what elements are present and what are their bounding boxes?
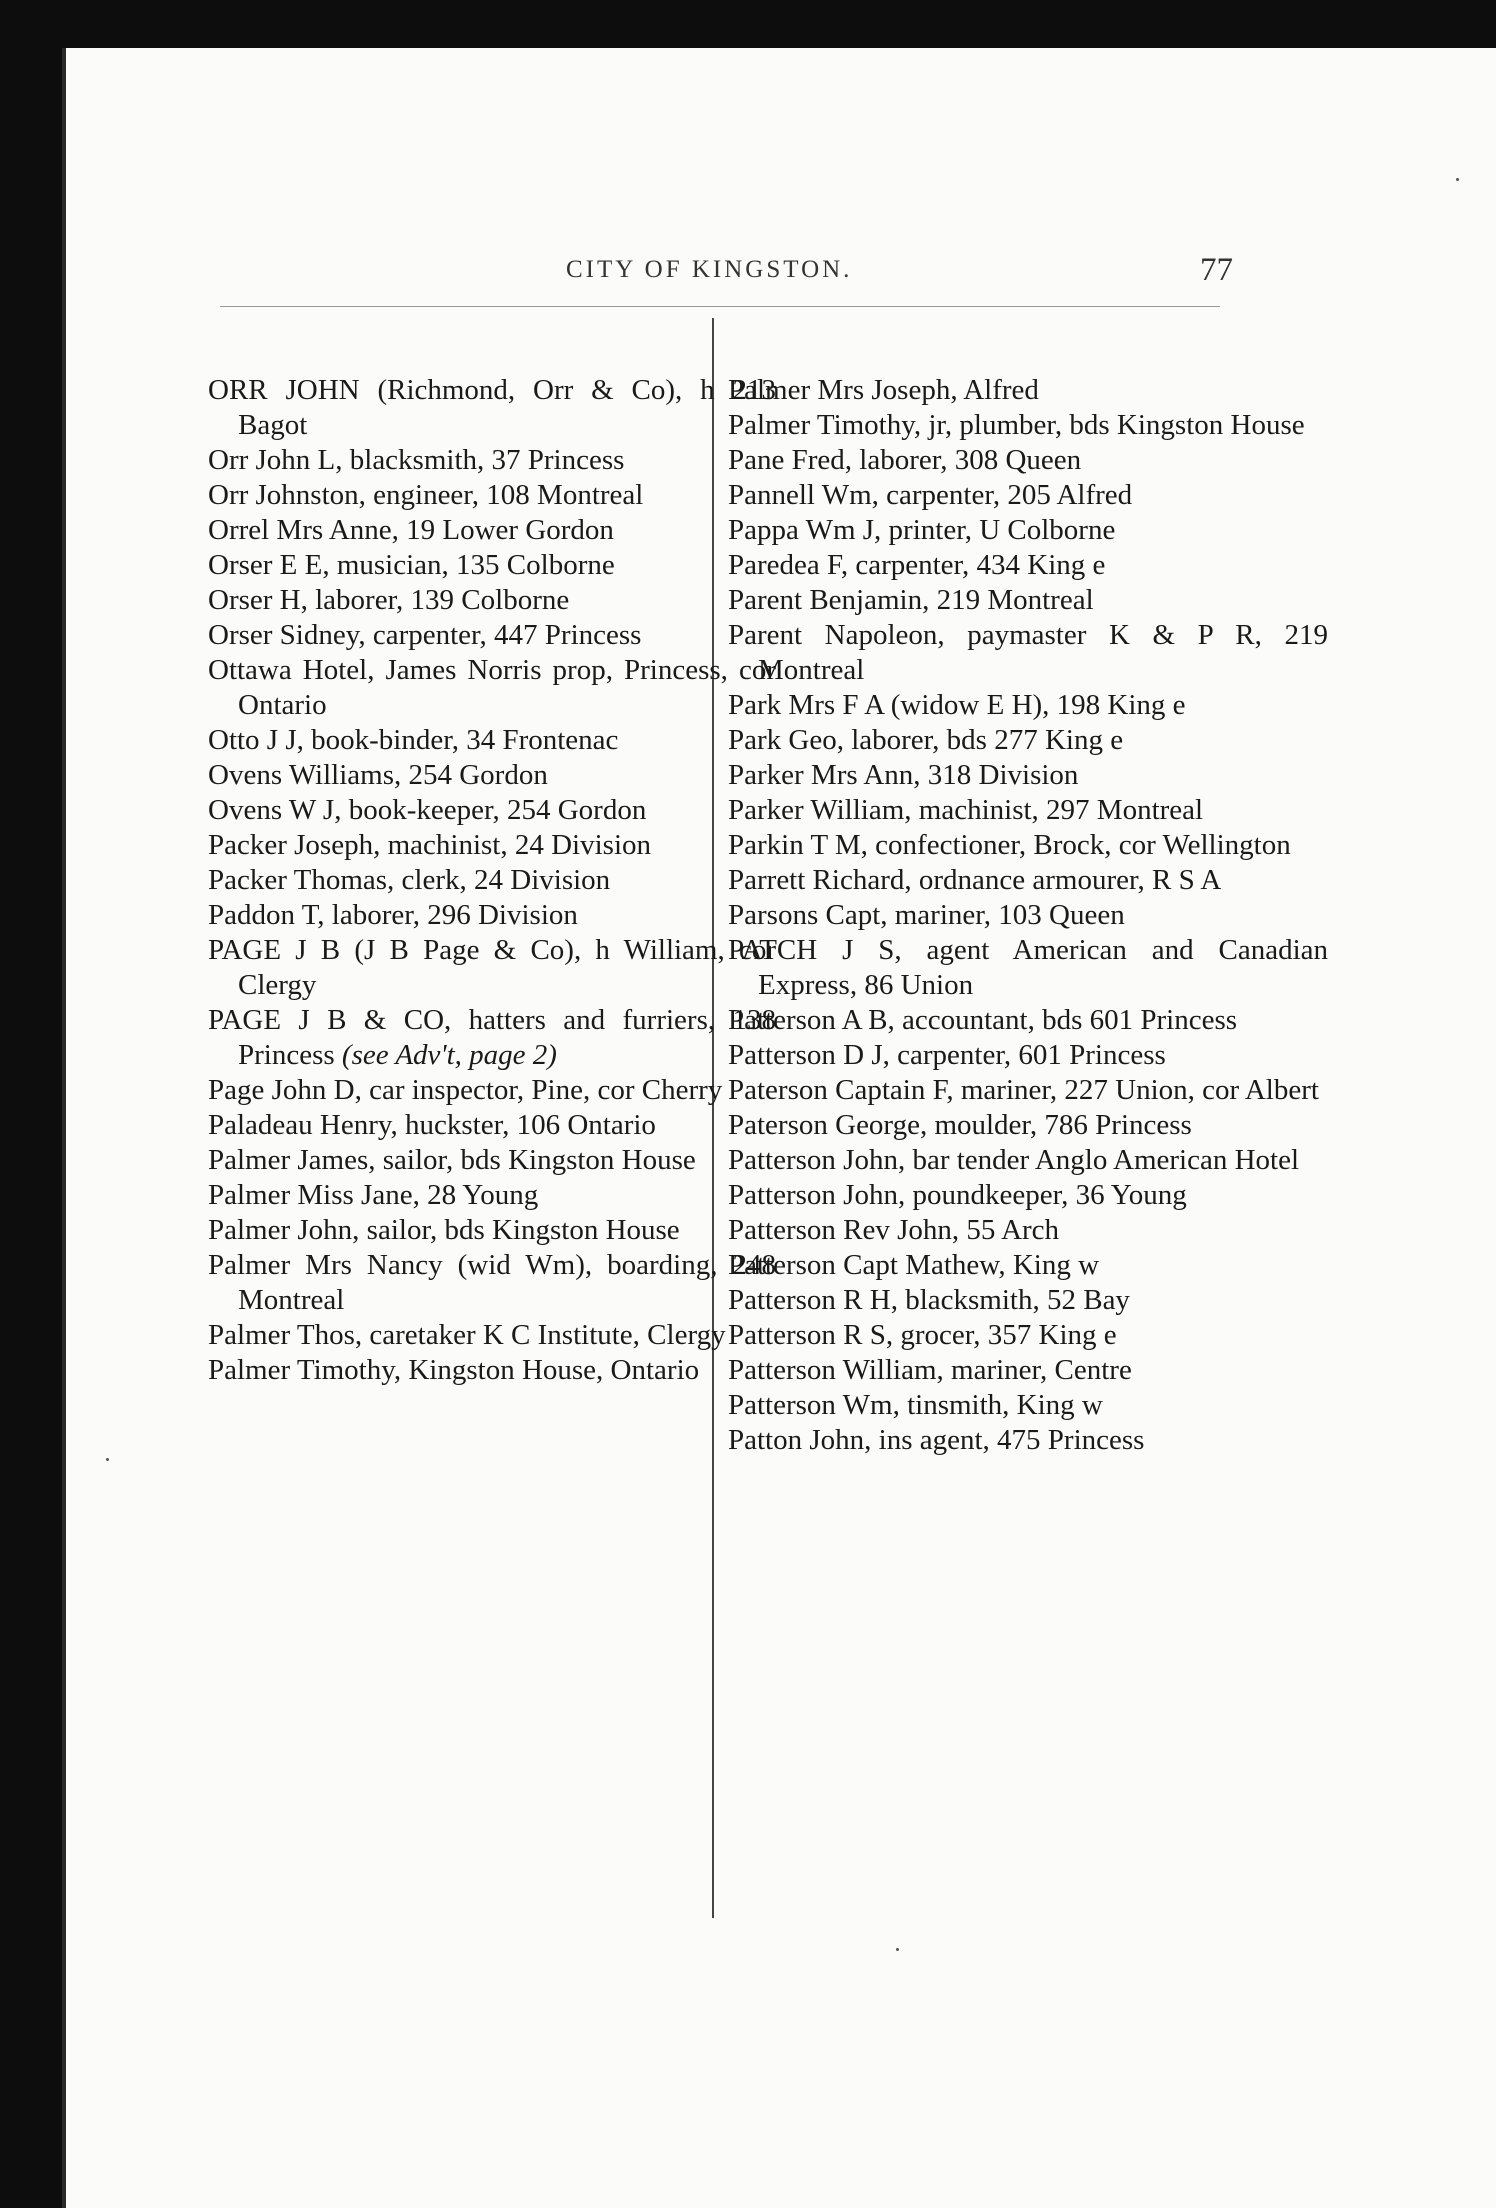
directory-entry xyxy=(208,443,776,478)
directory-entry xyxy=(208,1073,776,1108)
directory-entry xyxy=(728,443,1328,478)
directory-entry xyxy=(208,1003,776,1073)
entry-text: Pappa Wm J, printer, U Colborne xyxy=(728,514,1116,546)
directory-entry xyxy=(208,898,776,933)
entry-text: Packer Joseph, machinist, 24 Division xyxy=(208,829,652,861)
directory-entry xyxy=(728,1143,1328,1178)
directory-entry xyxy=(728,898,1328,933)
directory-entry xyxy=(208,548,776,583)
directory-page xyxy=(62,48,1496,2208)
speck xyxy=(896,1948,899,1951)
directory-entry xyxy=(208,583,776,618)
directory-entry xyxy=(728,408,1328,443)
directory-entry xyxy=(208,1318,776,1353)
running-title: CITY OF KINGSTON. xyxy=(566,256,853,283)
entry-text: Otto J J, book-binder, 34 Frontenac xyxy=(208,724,619,756)
entry-text: Paddon T, laborer, 296 Division xyxy=(208,899,578,931)
entry-text: Patterson Rev John, 55 Arch xyxy=(728,1214,1060,1246)
directory-entry xyxy=(728,1213,1328,1248)
entry-text: Paladeau Henry, huckster, 106 Ontario xyxy=(208,1109,656,1141)
directory-entry xyxy=(208,723,776,758)
left-column xyxy=(208,373,776,1388)
entry-text: Patterson William, mariner, Centre xyxy=(728,1354,1132,1386)
directory-entry xyxy=(208,933,776,1003)
entry-text: Parkin T M, confectioner, Brock, cor Wellington xyxy=(728,829,1291,861)
entry-text: Park Mrs F A (widow E H), 198 King e xyxy=(728,689,1186,721)
entry-text: Patton John, ins agent, 475 Princess xyxy=(728,1424,1145,1456)
directory-entry xyxy=(728,1108,1328,1143)
directory-entry xyxy=(208,1143,776,1178)
entry-text: Ottawa Hotel, James Norris prop, Princess, cor Ontario xyxy=(208,654,776,721)
directory-entry xyxy=(728,758,1328,793)
entry-text: Patterson John, poundkeeper, 36 Young xyxy=(728,1179,1187,1211)
entry-text: Parsons Capt, mariner, 103 Queen xyxy=(728,899,1125,931)
directory-entry xyxy=(208,513,776,548)
entry-reference: (see Adv't, page 2) xyxy=(341,1039,557,1071)
speck xyxy=(106,1458,109,1461)
entry-text: Patterson Wm, tinsmith, King w xyxy=(728,1389,1103,1421)
directory-entry xyxy=(728,1423,1328,1458)
entry-text: Paterson George, moulder, 786 Princess xyxy=(728,1109,1192,1141)
directory-entry xyxy=(728,513,1328,548)
speck xyxy=(1456,178,1459,181)
entry-text: Palmer Mrs Joseph, Alfred xyxy=(728,374,1039,406)
directory-entry xyxy=(728,1318,1328,1353)
right-column xyxy=(728,373,1328,1458)
directory-entry xyxy=(728,1283,1328,1318)
directory-entry xyxy=(208,373,776,443)
entry-text: Orr John L, blacksmith, 37 Princess xyxy=(208,444,625,476)
page-number: 77 xyxy=(1200,252,1233,288)
entry-text: PAGE J B (J B Page & Co), h William, cor Clergy xyxy=(208,934,776,1001)
entry-text: Patterson D J, carpenter, 601 Princess xyxy=(728,1039,1166,1071)
page-header xyxy=(66,252,1496,316)
entry-text: Palmer Thos, caretaker K C Institute, Clergy xyxy=(208,1319,726,1351)
entry-text: Parent Benjamin, 219 Montreal xyxy=(728,584,1094,616)
directory-entry xyxy=(208,863,776,898)
directory-entry xyxy=(208,1213,776,1248)
entry-text: Pannell Wm, carpenter, 205 Alfred xyxy=(728,479,1133,511)
entry-text: Orrel Mrs Anne, 19 Lower Gordon xyxy=(208,514,614,546)
directory-entry xyxy=(728,583,1328,618)
entry-text: Palmer Mrs Nancy (wid Wm), boarding, 248 Montreal xyxy=(208,1249,776,1316)
directory-entry xyxy=(208,758,776,793)
directory-entry xyxy=(728,478,1328,513)
header-rule xyxy=(220,306,1220,307)
directory-entry xyxy=(728,863,1328,898)
directory-entry xyxy=(208,793,776,828)
directory-entry xyxy=(728,933,1328,1003)
directory-entry xyxy=(728,1353,1328,1388)
directory-entry xyxy=(728,1003,1328,1038)
entry-text: Patterson R S, grocer, 357 King e xyxy=(728,1319,1117,1351)
entry-text: Ovens Williams, 254 Gordon xyxy=(208,759,548,791)
entry-text: Parrett Richard, ordnance armourer, R S A xyxy=(728,864,1222,896)
entry-text: PAGE J B & CO, hatters and furriers, 138 Princess xyxy=(208,1004,776,1071)
entry-text: Palmer Timothy, jr, plumber, bds Kingston House xyxy=(728,409,1305,441)
directory-entry xyxy=(728,793,1328,828)
directory-entry xyxy=(728,373,1328,408)
entry-text: Parent Napoleon, paymaster K & P R, 219 Montreal xyxy=(728,619,1328,686)
directory-entry xyxy=(728,618,1328,688)
entry-text: Palmer James, sailor, bds Kingston House xyxy=(208,1144,696,1176)
entry-text: Palmer Miss Jane, 28 Young xyxy=(208,1179,539,1211)
directory-entry xyxy=(728,1073,1328,1108)
directory-entry xyxy=(728,1248,1328,1283)
entry-text: Patterson R H, blacksmith, 52 Bay xyxy=(728,1284,1130,1316)
entry-text: Orser H, laborer, 139 Colborne xyxy=(208,584,570,616)
directory-entry xyxy=(728,1388,1328,1423)
directory-entry xyxy=(208,478,776,513)
entry-text: Patterson John, bar tender Anglo American Hotel xyxy=(728,1144,1300,1176)
entry-text: Patterson Capt Mathew, King w xyxy=(728,1249,1100,1281)
entry-text: PATCH J S, agent American and Canadian Express, 86 Union xyxy=(728,934,1328,1001)
directory-entry xyxy=(208,1353,776,1388)
directory-entry xyxy=(728,688,1328,723)
entry-text: Ovens W J, book-keeper, 254 Gordon xyxy=(208,794,647,826)
directory-entry xyxy=(728,828,1328,863)
directory-entry xyxy=(728,1178,1328,1213)
entry-text: Page John D, car inspector, Pine, cor Cherry xyxy=(208,1074,723,1106)
directory-entry xyxy=(728,548,1328,583)
entry-text: Palmer John, sailor, bds Kingston House xyxy=(208,1214,680,1246)
entry-text: Palmer Timothy, Kingston House, Ontario xyxy=(208,1354,700,1386)
entry-text: Orr Johnston, engineer, 108 Montreal xyxy=(208,479,644,511)
directory-entry xyxy=(728,1038,1328,1073)
directory-entry xyxy=(208,618,776,653)
entry-text: Packer Thomas, clerk, 24 Division xyxy=(208,864,611,896)
directory-entry xyxy=(208,828,776,863)
entry-text: Patterson A B, accountant, bds 601 Princess xyxy=(728,1004,1238,1036)
entry-text: Pane Fred, laborer, 308 Queen xyxy=(728,444,1082,476)
directory-entry xyxy=(728,723,1328,758)
entry-text: Parker Mrs Ann, 318 Division xyxy=(728,759,1079,791)
entry-text: Parker William, machinist, 297 Montreal xyxy=(728,794,1204,826)
entry-text: Park Geo, laborer, bds 277 King e xyxy=(728,724,1124,756)
directory-entry xyxy=(208,1248,776,1318)
entry-text: Orser E E, musician, 135 Colborne xyxy=(208,549,615,581)
directory-entry xyxy=(208,1178,776,1213)
entry-text: ORR JOHN (Richmond, Orr & Co), h 213 Bagot xyxy=(208,374,776,441)
entry-text: Paredea F, carpenter, 434 King e xyxy=(728,549,1106,581)
directory-entry xyxy=(208,653,776,723)
directory-entry xyxy=(208,1108,776,1143)
entry-text: Orser Sidney, carpenter, 447 Princess xyxy=(208,619,642,651)
entry-text: Paterson Captain F, mariner, 227 Union, cor Albert xyxy=(728,1074,1319,1106)
